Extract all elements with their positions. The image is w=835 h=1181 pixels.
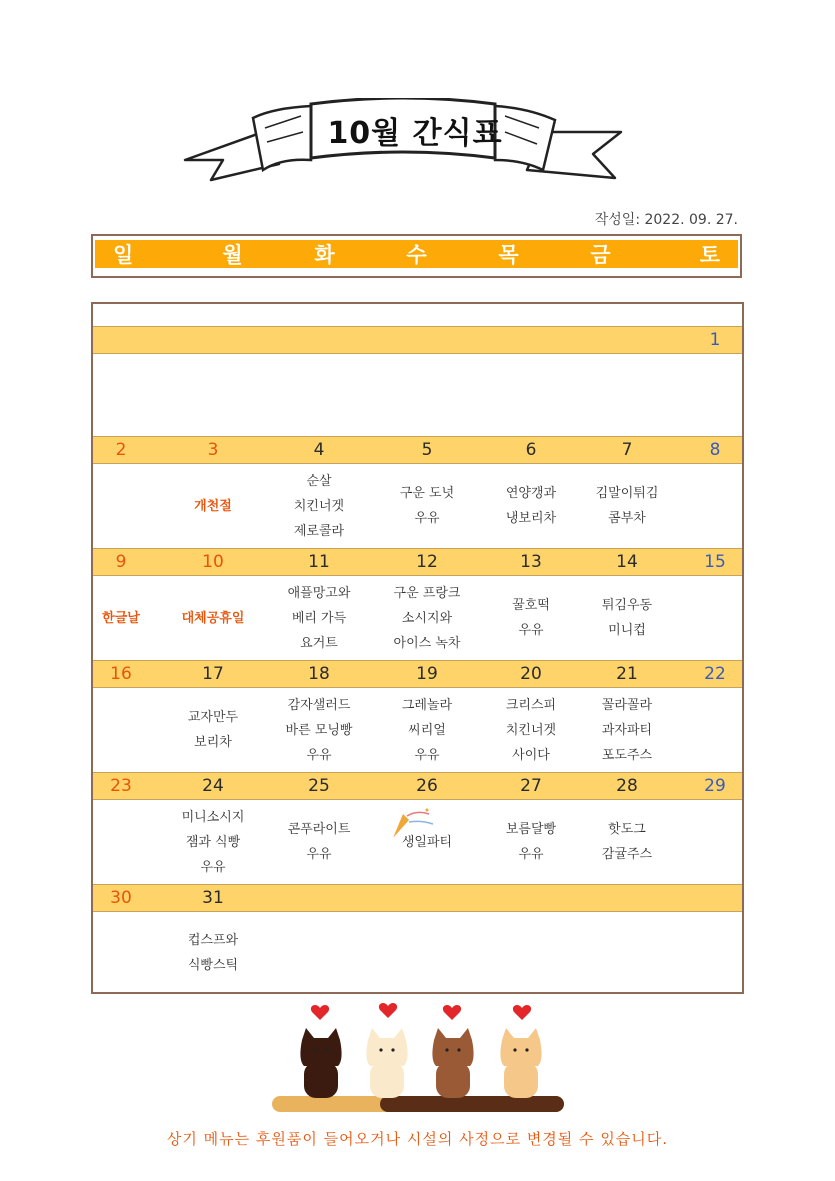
date-cell: 1 xyxy=(709,330,721,350)
menu-item: 컵스프와 xyxy=(187,933,239,948)
weekday-fri: 금 xyxy=(590,243,611,267)
menu-item: 우유 xyxy=(200,859,226,875)
menu-cell xyxy=(158,705,268,755)
menu-cell xyxy=(264,817,374,867)
menu-item: 핫도그 xyxy=(608,822,646,837)
date-cell xyxy=(274,327,364,353)
menu-item: 과자파티 xyxy=(601,722,653,738)
date-row xyxy=(93,772,742,800)
menu-item: 튀김우동 xyxy=(601,598,653,613)
menu-item: 감귤주스 xyxy=(601,847,653,862)
date-cell: 7 xyxy=(621,440,633,460)
date-cell: 5 xyxy=(421,440,433,460)
menu-cell xyxy=(158,928,268,978)
menu-item: 꼴라꼴라 xyxy=(601,697,653,713)
menu-item: 감자샐러드 xyxy=(287,697,351,713)
menu-item: 우유 xyxy=(518,847,544,862)
weekday-sun: 일 xyxy=(113,243,134,267)
date-row xyxy=(93,436,742,464)
date-cell: 4 xyxy=(313,440,325,460)
date-row xyxy=(93,548,742,576)
date-cell: 9 xyxy=(115,552,127,572)
date-cell: 28 xyxy=(616,776,638,796)
menu-item: 꿀호떡 xyxy=(512,598,550,613)
date-cell xyxy=(486,885,576,911)
date-cell: 17 xyxy=(202,664,224,684)
menu-item: 연양갱과 xyxy=(505,486,557,501)
menu-item: 잼과 식빵 xyxy=(185,834,241,850)
date-cell xyxy=(382,327,472,353)
date-cell: 20 xyxy=(520,664,542,684)
date-cell: 27 xyxy=(520,776,542,796)
menu-cell xyxy=(158,805,268,880)
menu-cell xyxy=(476,693,586,768)
date-cell xyxy=(582,885,672,911)
menu-item: 교자만두 xyxy=(187,710,239,725)
menu-item: 콤부차 xyxy=(608,511,646,526)
notice-text: 상기 메뉴는 후원품이 들어오거나 시설의 사정으로 변경될 수 있습니다. xyxy=(166,1130,669,1148)
menu-item: 우유 xyxy=(414,747,440,763)
weekday-mon: 월 xyxy=(222,243,243,267)
menu-item: 포도주스 xyxy=(601,747,653,763)
menu-cell xyxy=(264,469,374,544)
menu-item: 씨리얼 xyxy=(408,722,446,738)
menu-cell xyxy=(476,481,586,531)
menu-cell xyxy=(264,581,374,656)
menu-item: 구운 프랑크 xyxy=(393,585,461,601)
page-title: 10월 간식표 xyxy=(327,116,503,151)
weekday-tue: 화 xyxy=(314,243,335,267)
menu-item: 미니컵 xyxy=(608,623,646,638)
menu-cell xyxy=(372,581,482,656)
date-cell: 6 xyxy=(525,440,537,460)
weekday-header xyxy=(91,234,742,278)
menu-item: 베리 가득 xyxy=(291,610,347,626)
date-cell: 8 xyxy=(709,440,721,460)
date-row xyxy=(93,660,742,688)
menu-item: 제로콜라 xyxy=(293,523,345,539)
date-cell: 2 xyxy=(115,440,127,460)
date-cell xyxy=(168,327,258,353)
menu-item: 그레놀라 xyxy=(401,697,453,713)
menu-item: 미니소시지 xyxy=(181,809,245,825)
menu-item: 대체공휴일 xyxy=(181,610,245,626)
menu-item: 보름달빵 xyxy=(505,822,557,837)
date-cell: 15 xyxy=(704,552,726,572)
menu-item: 식빵스틱 xyxy=(187,958,239,973)
date-cell: 29 xyxy=(704,776,726,796)
menu-item: 개천절 xyxy=(194,498,232,514)
date-cell xyxy=(382,885,472,911)
date-cell: 14 xyxy=(616,552,638,572)
party-popper-icon xyxy=(389,806,439,840)
menu-cell xyxy=(372,693,482,768)
menu-cell xyxy=(476,593,586,643)
menu-item: 콘푸라이트 xyxy=(287,822,351,837)
snack-calendar xyxy=(91,302,744,994)
date-cell xyxy=(274,885,364,911)
menu-item: 한글날 xyxy=(102,610,140,626)
date-cell: 22 xyxy=(704,664,726,684)
menu-item: 요거트 xyxy=(300,635,338,651)
menu-cell xyxy=(372,481,482,531)
menu-item: 생일파티 xyxy=(401,834,453,850)
weekday-thu: 목 xyxy=(498,243,519,267)
weekday-sat: 토 xyxy=(699,243,720,267)
date-cell: 18 xyxy=(308,664,330,684)
date-cell xyxy=(670,885,760,911)
date-cell: 11 xyxy=(308,552,330,572)
written-date: 작성일: 2022. 09. 27. xyxy=(594,212,738,228)
menu-item: 구운 도넛 xyxy=(399,486,455,501)
weekday-wed: 수 xyxy=(406,243,427,267)
menu-cell xyxy=(572,817,682,867)
date-cell: 16 xyxy=(110,664,132,684)
menu-item: 치킨너겟 xyxy=(505,722,557,738)
menu-item: 사이다 xyxy=(512,747,550,763)
menu-item: 크리스피 xyxy=(505,697,557,713)
date-cell: 3 xyxy=(207,440,219,460)
date-cell: 13 xyxy=(520,552,542,572)
menu-item: 우유 xyxy=(306,747,332,763)
date-cell xyxy=(582,327,672,353)
menu-item: 애플망고와 xyxy=(287,585,351,601)
date-row xyxy=(93,326,742,354)
menu-item: 바른 모닝빵 xyxy=(285,722,353,738)
date-cell: 19 xyxy=(416,664,438,684)
menu-item: 우유 xyxy=(306,847,332,862)
menu-item: 우유 xyxy=(414,511,440,526)
date-cell xyxy=(486,327,576,353)
date-cell: 21 xyxy=(616,664,638,684)
date-cell: 31 xyxy=(202,888,224,908)
menu-item: 우유 xyxy=(518,623,544,638)
date-cell: 25 xyxy=(308,776,330,796)
date-cell: 12 xyxy=(416,552,438,572)
date-row xyxy=(93,884,742,912)
date-cell: 30 xyxy=(110,888,132,908)
menu-cell xyxy=(158,494,268,519)
menu-item: 순살 xyxy=(306,473,332,489)
cats-illustration xyxy=(268,1000,568,1120)
menu-item: 보리차 xyxy=(194,735,232,750)
date-cell: 10 xyxy=(202,552,224,572)
menu-item: 소시지와 xyxy=(401,610,453,626)
menu-cell xyxy=(572,481,682,531)
menu-cell xyxy=(572,693,682,768)
menu-item: 치킨너겟 xyxy=(293,498,345,514)
date-cell xyxy=(76,327,166,353)
menu-item: 김말이튀김 xyxy=(595,486,659,501)
date-cell: 24 xyxy=(202,776,224,796)
menu-cell xyxy=(572,593,682,643)
menu-cell xyxy=(158,606,268,631)
menu-cell xyxy=(476,817,586,867)
date-cell: 26 xyxy=(416,776,438,796)
menu-item: 아이스 녹차 xyxy=(393,635,461,651)
date-cell: 23 xyxy=(110,776,132,796)
menu-item: 냉보리차 xyxy=(505,511,557,526)
menu-cell xyxy=(264,693,374,768)
